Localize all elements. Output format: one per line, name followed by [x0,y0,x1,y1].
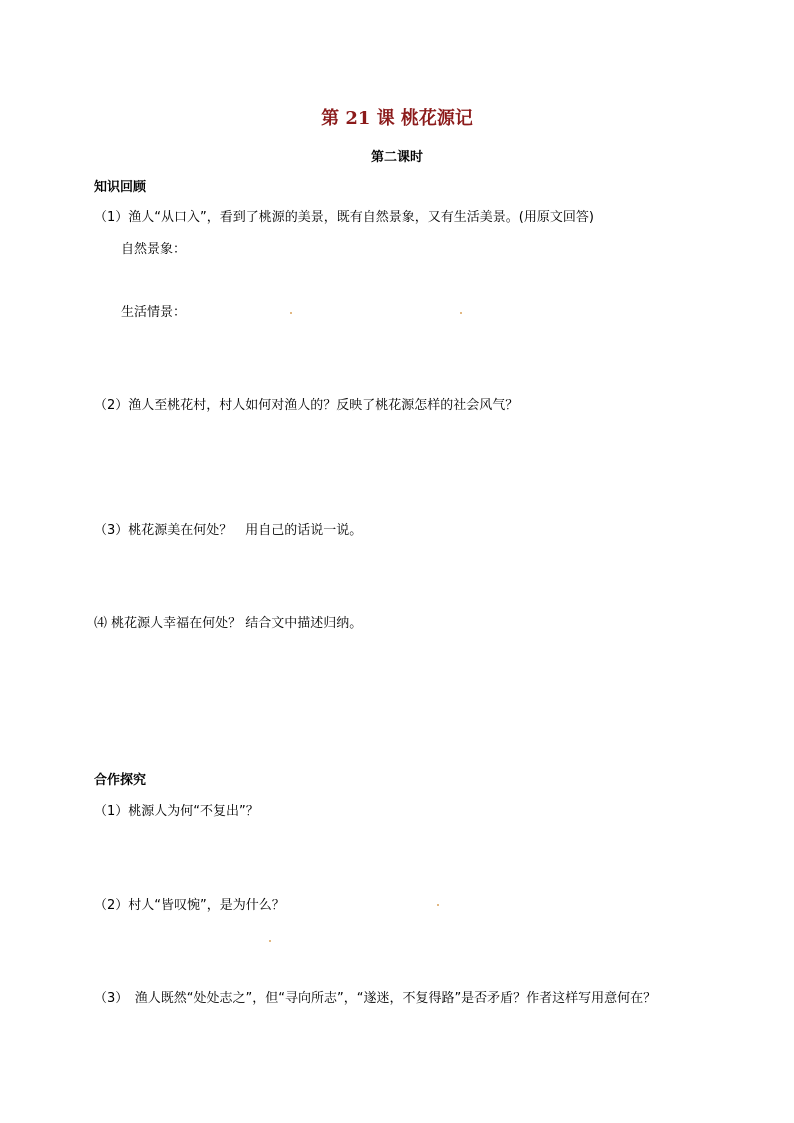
stray-dot [437,904,439,906]
review-question-4: ⑷ 桃花源人幸福在何处？ 结合文中描述归纳。 [94,616,363,631]
explore-question-1: （1）桃源人为何“不复出”？ [94,804,259,819]
explore-heading: 合作探究 [94,773,147,788]
review-heading: 知识回顾 [94,180,147,195]
life-scene-label: 生活情景： [121,305,187,320]
natural-scene-label: 自然景象： [121,242,187,257]
stray-dot [290,312,292,314]
review-question-1: （1）渔人“从口入”，看到了桃源的美景，既有自然景象，又有生活美景。(用原文回答) [94,210,594,225]
stray-dot [269,940,271,942]
review-question-2: （2）渔人至桃花村，村人如何对渔人的？反映了桃花源怎样的社会风气？ [94,398,519,413]
stray-dot [460,312,462,314]
explore-question-2: （2）村人“皆叹惋”，是为什么？ [94,898,285,913]
review-question-3: （3）桃花源美在何处？ 用自己的话说一说。 [94,523,363,538]
page-subtitle: 第二课时 [370,150,423,165]
page-title: 第 21 课 桃花源记 [321,108,473,129]
explore-question-3: （3） 渔人既然“处处志之”，但“寻向所志”，“遂迷，不复得路”是否矛盾？作者这样写用意何在？ [94,991,657,1006]
